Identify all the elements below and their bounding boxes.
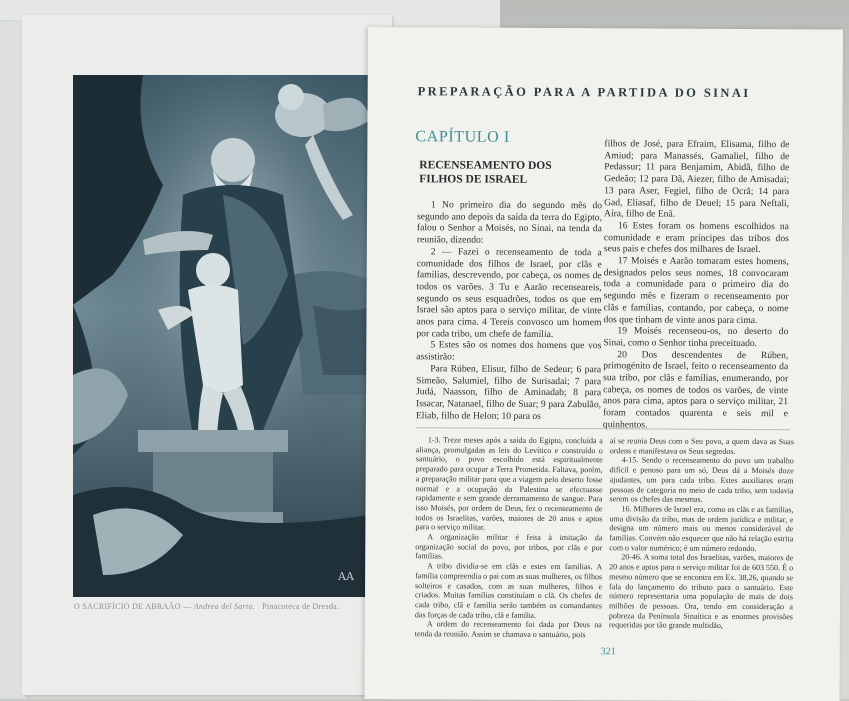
paragraph: 1 No primeiro dia do segundo mês do segundo ano depois da saída da terra do Egipto, falou o Senhor a Moisés, no Sinai, na tenda da reunião, dizendo: [416, 199, 603, 246]
footnote: A tribo dividia-se em clãs e estes em famílias. A família compreendia o pai com as suas mulheres, os filhos solteiros e casados, com as suas mulheres, filhos e criados. Muitas famílias constituíam o clã. Os chefes de cada tribo, clã e família serão também os comandantes das forças de cada tribo, clã e família. [414, 561, 603, 620]
painting-sacrifice-of-abraham [73, 75, 370, 597]
text-column-1 [416, 199, 602, 422]
text-column-2 [603, 138, 790, 432]
section-title-line: RECENSEAMENTO DOS [419, 159, 552, 172]
footnotes-column-1 [415, 435, 603, 640]
paragraph: filhos de José, para Efraim, Elisama, filho de Amiud; para Manassés, Gamaliel, filho de Pedassur; 11 para Benjamim, Abidã, filho de Gedeão; 12 para Dã, Aiezer, filho de Amisadai; 13 para Aser, Fegiel, filho de Ocrã; 14 para Gad, Eliasaf, filho de Deuel; 15 para Neftali, Aíra, filho de Enã. [603, 138, 790, 220]
footnote: aí se reunia Deus com o Seu povo, a quem dava as Suas ordens e manifestava os Seus segredos. [609, 436, 794, 456]
footnote: 1-3. Treze meses após a saída do Egipto, concluída a aliança, promulgadas as leis do Levítico e construído o santuário, o povo escolhido está espiritualmente preparado para ocupar a Terra Prometida. Faltava, porém, a preparação militar para que a viagem pelo deserto fosse normal e a ocupação da Palestina se efectuasse rapidamente e sem grande derramamento de sangue. Para isso Moisés, por ordem de Deus, fez o recenseamento de todos os Israelitas, varões, maiores de 20 anos e aptos para o serviço militar. [415, 435, 603, 532]
section-title [419, 158, 552, 187]
painting-caption: O SACRIFÍCIO DE ABRAÃO — Andrea del Sarto. Pinacoteca de Dresda. [74, 602, 340, 611]
paragraph: 5 Estes são os nomes dos homens que vos assistirão: [416, 339, 602, 363]
footnote: 20-46. A soma total dos Israelitas, varões, maiores de 20 anos e aptos para o serviço militar foi de 603 550. É o mesmo número que se encontra em Ex. 38,26, quando se fala do lançamento do tributo para o santuário. Este número representaria uma população de mais de dois milhões de pessoas. Ora, tendo em consideração a pobreza da Península Sinaítica e as enormes provisões requeridas por tão grande multidão, [608, 552, 794, 631]
paragraph: 19 Moisés recenseou-os, no deserto do Sinai, como o Senhor tinha preceituado. [603, 325, 789, 349]
footnote: A organização militar é feita à imitação da organização social do povo, por tribos, por clãs e por famílias. [415, 532, 603, 561]
footnote: 16. Milhares de Israel era, como os clãs e as famílias, uma divisão da tribo, mas de ordem jurídica e militar, e designa um número mais ou menos considerável de famílias. Convém não esquecer que não há relação estrita com o valor numérico; é um número redondo. [609, 504, 794, 553]
section-title-line: FILHOS DE ISRAEL [419, 173, 528, 186]
right-page [364, 27, 843, 701]
paragraph: 2 — Fazei o recenseamento de toda a comunidade dos filhos de Israel, por clãs e famílias, descrevendo, por cabeça, os nomes de todos os varões. 3 Tu e Aarão recenseareis, segundo os seus esquadrões, todos os que em Israel são aptos para o serviço militar, de vinte anos para cima. 4 Tereis convosco um homem por cada tribo, um chefe de família. [416, 246, 602, 340]
caption-location: Pinacoteca de Dresda. [262, 602, 340, 611]
paragraph: 20 Dos descendentes de Rúben, primogénito de Israel, feito o recenseamento da sua tribo, por clãs e famílias, enumerando, por cabeça, os nomes de todos os varões, de vinte anos para cima, aptos para o serviço militar, 21 foram contados quarenta e seis mil e quinhentos. [602, 348, 789, 431]
page-number: 321 [600, 646, 616, 658]
footnote: 4-15. Sendo o recenseamento do povo um trabalho difícil e penoso para um só, Deus dá a Moisés doze ajudantes, um para cada tribo. Estes auxiliares eram pessoas de categoria no meio de cada tribo, sem todavia serem os chefes das mesmas. [609, 455, 794, 504]
svg-text:AA: AA [338, 570, 354, 583]
caption-title: O SACRIFÍCIO DE ABRAÃO [74, 602, 181, 611]
paragraph: 16 Estes foram os homens escolhidos na comunidade e eram príncipes das tribos dos seus pais e chefes dos milhares de Israel. [603, 220, 789, 256]
page-header: PREPARAÇÃO PARA A PARTIDA DO SINAI [417, 84, 751, 101]
caption-artist: Andrea del Sarto. [193, 602, 256, 611]
footnotes-column-2 [609, 436, 794, 631]
paragraph: Para Rúben, Elisur, filho de Sedeur; 6 para Simeão, Salumiel, filho de Surisadai; 7 para Judá, Naasson, filho de Aminadab; 8 para Issacar, Natanael, filho de Suar; 9 para Zabulão, Eliab, filho de Helon; 10 para os [415, 363, 602, 422]
chapter-heading: CAPÍTULO I [415, 128, 510, 146]
paragraph: 17 Moisés e Aarão tomaram estes homens, designados pelos seus nomes, 18 convocaram toda a comunidade para o primeiro dia do segundo mês e fizeram o recenseamento por clãs e famílias, contando, por cabeça, o nome dos que tinham de vinte anos para cima. [603, 255, 789, 326]
footnote: A ordem do recenseamento foi dada por Deus na tenda da reunião. Assim se chamava o santuário, pois [414, 619, 602, 640]
